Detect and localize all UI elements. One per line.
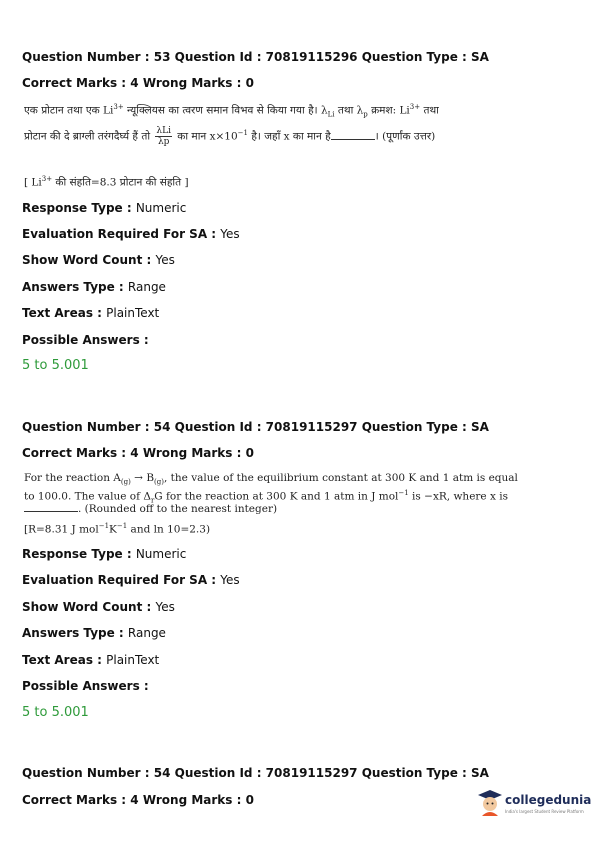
sub: r xyxy=(150,496,155,505)
sub: (g) xyxy=(154,478,164,487)
text: तथा xyxy=(420,104,439,117)
text: प्रोटान की दे ब्राग्ली तरंगदैर्घ्य हैं तो xyxy=(24,130,154,143)
q54-text-line4 xyxy=(24,519,210,537)
qtype-value: SA xyxy=(471,766,489,780)
field-value: Yes xyxy=(220,573,240,587)
correct-marks-value: 4 xyxy=(130,446,139,460)
wrong-marks-value: 0 xyxy=(245,446,254,460)
q54-field-answers-type xyxy=(22,625,166,641)
fraction-numerator: λLi xyxy=(156,126,171,136)
q54-field-text-areas xyxy=(22,652,159,668)
field-value: PlainText xyxy=(106,306,160,320)
field-value: Yes xyxy=(155,253,175,267)
sup: 3+ xyxy=(41,175,53,183)
q53-field-word-count xyxy=(22,252,175,268)
qnum-value: 54 xyxy=(153,766,171,780)
sup: −1 xyxy=(98,522,110,530)
field-label: Evaluation Required For SA : xyxy=(22,573,221,587)
field-value: Range xyxy=(127,626,166,640)
wrong-marks-label: Wrong Marks : xyxy=(138,76,246,90)
qid-value: 70819115296 xyxy=(265,50,358,64)
q54-field-word-count xyxy=(22,599,175,615)
field-label: Possible Answers : xyxy=(22,333,149,347)
text: एक प्रोटान तथा एक Li xyxy=(24,104,114,117)
logo-tagline: India's largest Student Review Platform xyxy=(505,809,584,814)
fraction xyxy=(155,126,172,147)
q53-field-answers-type xyxy=(22,279,166,295)
text: की संहति=8.3 प्रोटान की संहति ] xyxy=(52,176,189,189)
q54-field-response-type xyxy=(22,546,186,562)
qtype-label: Question Type : xyxy=(357,766,472,780)
qid-value: 70819115297 xyxy=(265,766,358,780)
q54b-marks xyxy=(22,792,254,808)
text: तथा λ xyxy=(334,104,364,117)
qtype-label: Question Type : xyxy=(357,420,472,434)
field-label: Show Word Count : xyxy=(22,600,156,614)
text: क्रमश: Li xyxy=(367,104,410,117)
q53-field-response-type xyxy=(22,200,186,216)
field-value: Yes xyxy=(220,227,240,241)
field-label: Possible Answers : xyxy=(22,679,149,693)
text: K xyxy=(109,523,117,536)
field-label: Response Type : xyxy=(22,201,136,215)
qnum-label: Question Number : xyxy=(22,420,154,434)
answer-blank xyxy=(24,502,78,512)
q53-header xyxy=(22,49,489,65)
correct-marks-label: Correct Marks : xyxy=(22,793,131,807)
text: . (Rounded off to the nearest integer) xyxy=(78,503,278,515)
qid-label: Question Id : xyxy=(170,50,266,64)
q53-marks xyxy=(22,75,254,91)
q54b-header xyxy=(22,765,489,781)
field-label: Show Word Count : xyxy=(22,253,156,267)
field-label: Answers Type : xyxy=(22,280,128,294)
qnum-value: 54 xyxy=(153,420,171,434)
correct-marks-label: Correct Marks : xyxy=(22,76,131,90)
field-label: Text Areas : xyxy=(22,653,107,667)
wrong-marks-label: Wrong Marks : xyxy=(138,793,246,807)
q54-text-line3 xyxy=(24,502,277,516)
field-value: Numeric xyxy=(135,547,187,561)
q53-answer: 5 to 5.001 xyxy=(22,358,89,373)
text: न्यूक्लियस का त्वरण समान विभव से किया गया है। λ xyxy=(123,104,328,117)
sup: −1 xyxy=(116,522,128,530)
text: । (पूर्णांक उत्तर) xyxy=(374,130,436,143)
q54-field-possible-answers xyxy=(22,678,149,694)
sup: −1 xyxy=(237,129,248,137)
answer-blank xyxy=(331,130,375,140)
field-label: Response Type : xyxy=(22,547,136,561)
sub: p xyxy=(363,110,368,119)
q53-field-evaluation xyxy=(22,226,240,242)
wrong-marks-value: 0 xyxy=(245,793,254,807)
q53-text-line1 xyxy=(24,100,439,122)
field-value: Yes xyxy=(155,600,175,614)
text: to 100.0. The value of Δ xyxy=(24,490,151,503)
collegedunia-logo[interactable] xyxy=(477,789,592,819)
correct-marks-label: Correct Marks : xyxy=(22,446,131,460)
graduate-mascot-icon xyxy=(477,789,503,817)
wrong-marks-value: 0 xyxy=(245,76,254,90)
text: का मान x×10 xyxy=(173,130,238,143)
text: [ Li xyxy=(24,176,42,189)
text: [R=8.31 J mol xyxy=(24,523,99,536)
text: For the reaction A xyxy=(24,472,121,484)
qnum-label: Question Number : xyxy=(22,50,154,64)
correct-marks-value: 4 xyxy=(130,793,139,807)
sup: 3+ xyxy=(113,103,124,111)
qid-label: Question Id : xyxy=(170,766,266,780)
text: and ln 10=2.3) xyxy=(127,523,211,536)
field-value: Range xyxy=(127,280,166,294)
qid-label: Question Id : xyxy=(170,420,266,434)
qnum-value: 53 xyxy=(153,50,171,64)
text: G for the reaction at 300 K and 1 atm in J mol xyxy=(154,490,399,503)
correct-marks-value: 4 xyxy=(130,76,139,90)
sup: 3+ xyxy=(409,103,421,111)
wrong-marks-label: Wrong Marks : xyxy=(138,446,246,460)
text: , the value of the equilibrium constant at 300 K and 1 atm is equal xyxy=(164,472,518,484)
qid-value: 70819115297 xyxy=(265,420,358,434)
q54-marks xyxy=(22,445,254,461)
logo-text: collegedunia xyxy=(505,793,592,807)
text: → B xyxy=(130,472,155,484)
fraction-denominator: λp xyxy=(157,137,170,147)
text: है। जहाँ x का मान है xyxy=(247,130,331,143)
sup: −1 xyxy=(398,489,409,497)
field-label: Text Areas : xyxy=(22,306,107,320)
qtype-label: Question Type : xyxy=(357,50,472,64)
q54-field-evaluation xyxy=(22,572,240,588)
qnum-label: Question Number : xyxy=(22,766,154,780)
field-value: PlainText xyxy=(106,653,160,667)
field-label: Answers Type : xyxy=(22,626,128,640)
field-value: Numeric xyxy=(135,201,187,215)
q53-text-line3 xyxy=(24,172,189,190)
sub: (g) xyxy=(120,478,131,487)
q54-header xyxy=(22,419,489,435)
q53-text-line2 xyxy=(24,126,435,147)
sub: Li xyxy=(327,110,335,119)
text: is −xR, where x is xyxy=(408,490,508,503)
q54-answer: 5 to 5.001 xyxy=(22,705,89,720)
field-label: Evaluation Required For SA : xyxy=(22,227,221,241)
qtype-value: SA xyxy=(471,420,489,434)
q53-field-text-areas xyxy=(22,305,159,321)
q53-field-possible-answers xyxy=(22,332,149,348)
qtype-value: SA xyxy=(471,50,489,64)
